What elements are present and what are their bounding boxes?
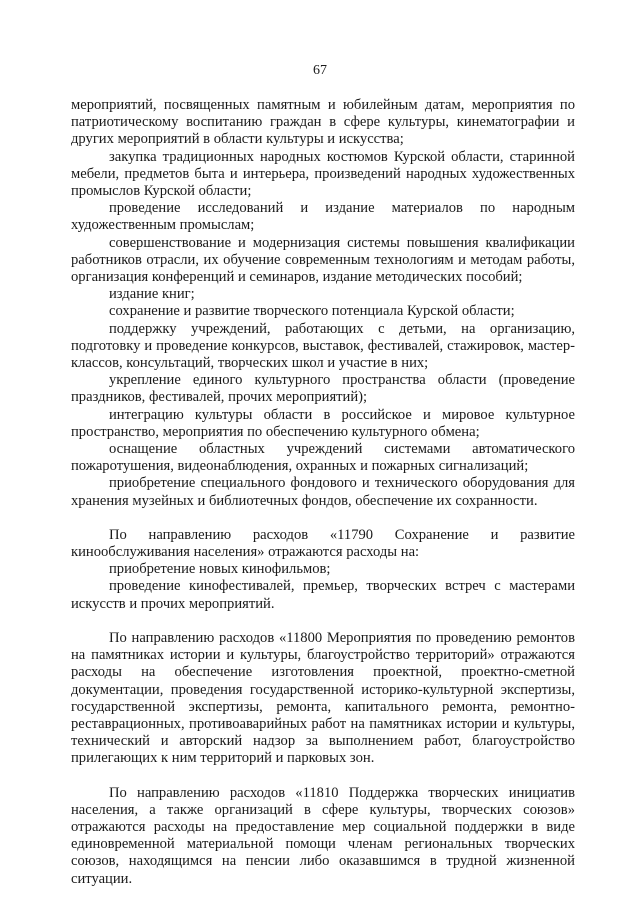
document-body xyxy=(71,97,575,888)
paragraph: оснащение областных учреждений системами автоматического пожаротушения, видеонаблюдения, охранных и пожарных сигнализаций; xyxy=(71,441,575,475)
paragraph: приобретение специального фондового и технического оборудования для хранения музейных и библиотечных фондов, обеспечение их сохранности. xyxy=(71,475,575,509)
paragraph: По направлению расходов «11810 Поддержка творческих инициатив населения, а также организаций в сфере культуры, творческих союзов» отражаются расходы на предоставление мер социальной поддержки в виде единовременной материальной помощи членам региональных творческих союзов, находящимся на пенсии либо оказавшимся в трудной жизненной ситуации. xyxy=(71,784,575,887)
paragraph: совершенствование и модернизация системы повышения квалификации работников отрасли, их обучение современным технологиям и методам работы, организация конференций и семинаров, издание методических пособий; xyxy=(71,234,575,286)
paragraph: проведение кинофестивалей, премьер, творческих встреч с мастерами искусств и прочих мероприятий. xyxy=(71,578,575,612)
paragraph: издание книг; xyxy=(109,286,195,303)
page-number: 67 xyxy=(313,63,327,78)
paragraph: укрепление единого культурного пространства области (проведение праздников, фестивалей, прочих мероприятий); xyxy=(71,372,575,406)
paragraph: По направлению расходов «11790 Сохранение и развитие кинообслуживания населения» отражаются расходы на: xyxy=(71,526,575,561)
paragraph: мероприятий, посвященных памятным и юбилейным датам, мероприятия по патриотическому воспитанию граждан в сфере культуры, кинематографии и других мероприятий в области культуры и искусства; xyxy=(71,97,575,148)
paragraph: приобретение новых кинофильмов; xyxy=(109,561,331,578)
paragraph: проведение исследований и издание материалов по народным художественным промыслам; xyxy=(71,200,575,234)
paragraph: поддержку учреждений, работающих с детьми, на организацию, подготовку и проведение конкурсов, выставок, фестивалей, стажировок, мастер-классов, консультаций, творческих школ и участие в них; xyxy=(71,320,575,372)
paragraph: сохранение и развитие творческого потенциала Курской области; xyxy=(109,303,515,320)
paragraph: закупка традиционных народных костюмов Курской области, старинной мебели, предметов быта и интерьера, произведений народных художественных промыслов Курской области; xyxy=(71,148,575,200)
paragraph: интеграцию культуры области в российское и мировое культурное пространство, мероприятия по обеспечению культурного обмена; xyxy=(71,406,575,440)
paragraph: По направлению расходов «11800 Мероприятия по проведению ремонтов на памятниках истории и культуры, благоустройство территорий» отражаются расходы на обеспечение изготовления проектной, проектно-сметной документации, проведения государственной историко-культурной экспертизы, государственной экспертизы, ремонта, капитального ремонта, ремонтно-реставрационных, противоаварийных работ на памятниках истории и культуры, технический и авторский надзор за выполнением работ, благоустройство прилегающих к ним территорий и парковых зон. xyxy=(71,629,575,767)
